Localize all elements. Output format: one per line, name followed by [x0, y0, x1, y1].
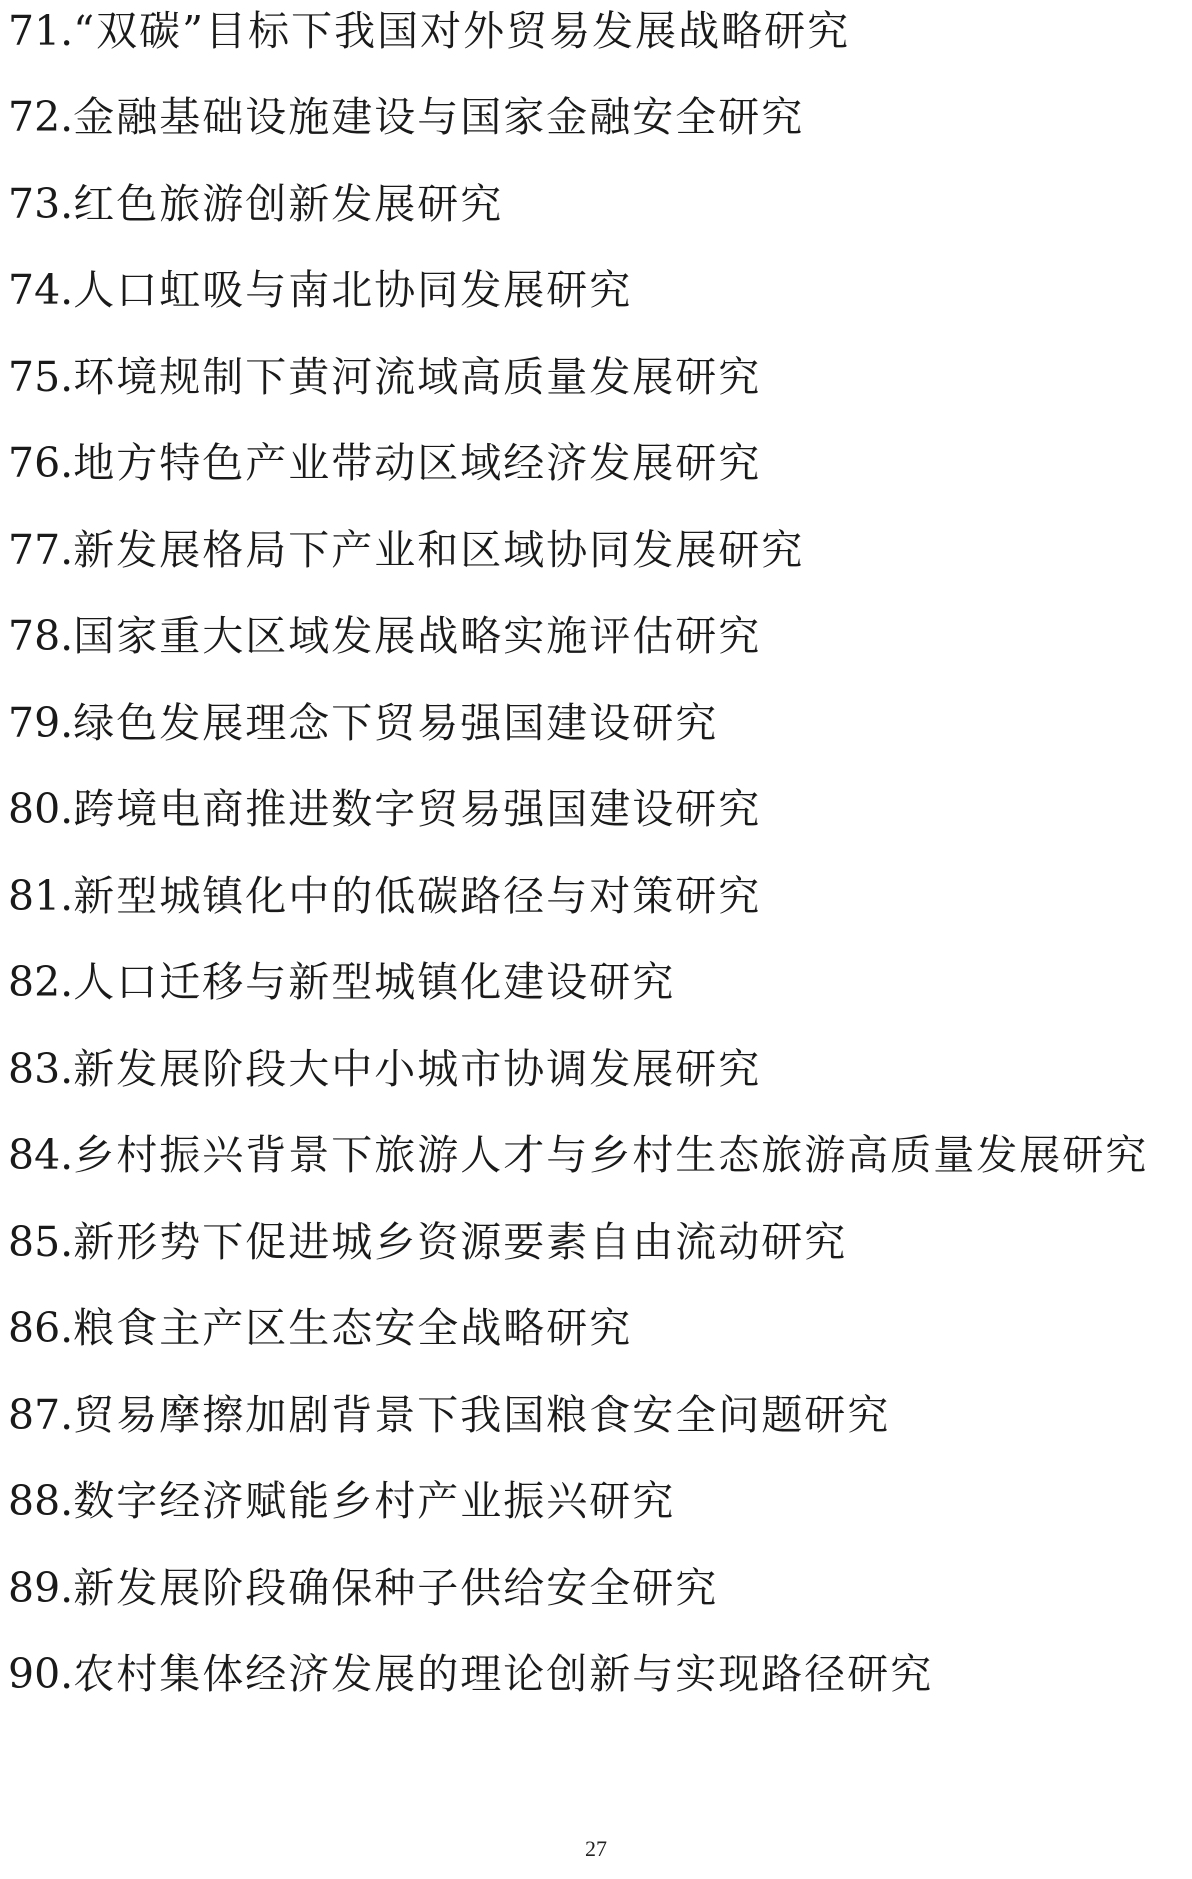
item-title: 粮食主产区生态安全战略研究: [73, 1304, 633, 1353]
item-number: 80.: [8, 785, 74, 834]
item-number: 83.: [8, 1044, 74, 1093]
item-number: 78.: [8, 612, 74, 661]
list-item: [8, 161, 1188, 248]
item-number: 90.: [8, 1650, 74, 1699]
list-item: [8, 0, 1188, 75]
item-number: 89.: [8, 1563, 74, 1612]
item-title: 新发展格局下产业和区域协同发展研究: [73, 525, 805, 574]
list-item: [8, 853, 1188, 940]
item-number: 81.: [8, 871, 74, 920]
item-title: 数字经济赋能乡村产业振兴研究: [73, 1477, 676, 1526]
list-item: [8, 248, 1188, 335]
item-number: 79.: [8, 698, 74, 747]
item-number: 84.: [8, 1131, 74, 1180]
item-title: 地方特色产业带动区域经济发展研究: [73, 439, 762, 488]
item-title: 新形势下促进城乡资源要素自由流动研究: [73, 1217, 848, 1266]
item-title: 新发展阶段大中小城市协调发展研究: [73, 1044, 762, 1093]
item-number: 75.: [8, 352, 74, 401]
item-number: 82.: [8, 958, 74, 1007]
list-item: [8, 594, 1188, 681]
list-item: [8, 421, 1188, 508]
item-title: 乡村振兴背景下旅游人才与乡村生态旅游高质量发展研究: [73, 1131, 1149, 1180]
item-number: 85.: [8, 1217, 74, 1266]
item-number: 88.: [8, 1477, 74, 1526]
item-title: 金融基础设施建设与国家金融安全研究: [73, 93, 805, 142]
list-item: [8, 507, 1188, 594]
item-title: 红色旅游创新发展研究: [73, 179, 504, 228]
item-title: 农村集体经济发展的理论创新与实现路径研究: [73, 1650, 934, 1699]
list-item: [8, 1545, 1188, 1632]
page-number: 27: [585, 1836, 607, 1861]
item-number: 87.: [8, 1390, 74, 1439]
item-title: 跨境电商推进数字贸易强国建设研究: [73, 785, 762, 834]
list-item: [8, 1372, 1188, 1459]
list-item: [8, 75, 1188, 162]
item-title: 新型城镇化中的低碳路径与对策研究: [73, 871, 762, 920]
item-title: 国家重大区域发展战略实施评估研究: [73, 612, 762, 661]
topic-list: [8, 0, 1188, 1718]
item-title: 人口虹吸与南北协同发展研究: [73, 266, 633, 315]
item-title: “双碳”目标下我国对外贸易发展战略研究: [73, 6, 851, 55]
list-item: [8, 1459, 1188, 1546]
list-item: [8, 1199, 1188, 1286]
list-item: [8, 1286, 1188, 1373]
item-number: 77.: [8, 525, 74, 574]
item-number: 74.: [8, 266, 74, 315]
item-title: 人口迁移与新型城镇化建设研究: [73, 958, 676, 1007]
item-number: 76.: [8, 439, 74, 488]
item-number: 86.: [8, 1304, 74, 1353]
list-item: [8, 767, 1188, 854]
item-title: 环境规制下黄河流域高质量发展研究: [73, 352, 762, 401]
item-title: 绿色发展理念下贸易强国建设研究: [73, 698, 719, 747]
item-number: 72.: [8, 93, 74, 142]
list-item: [8, 1632, 1188, 1719]
list-item: [8, 334, 1188, 421]
item-number: 71.: [8, 6, 74, 55]
list-item: [8, 1113, 1188, 1200]
item-title: 贸易摩擦加剧背景下我国粮食安全问题研究: [73, 1390, 891, 1439]
list-item: [8, 680, 1188, 767]
list-item: [8, 1026, 1188, 1113]
list-item: [8, 940, 1188, 1027]
item-title: 新发展阶段确保种子供给安全研究: [73, 1563, 719, 1612]
item-number: 73.: [8, 179, 74, 228]
